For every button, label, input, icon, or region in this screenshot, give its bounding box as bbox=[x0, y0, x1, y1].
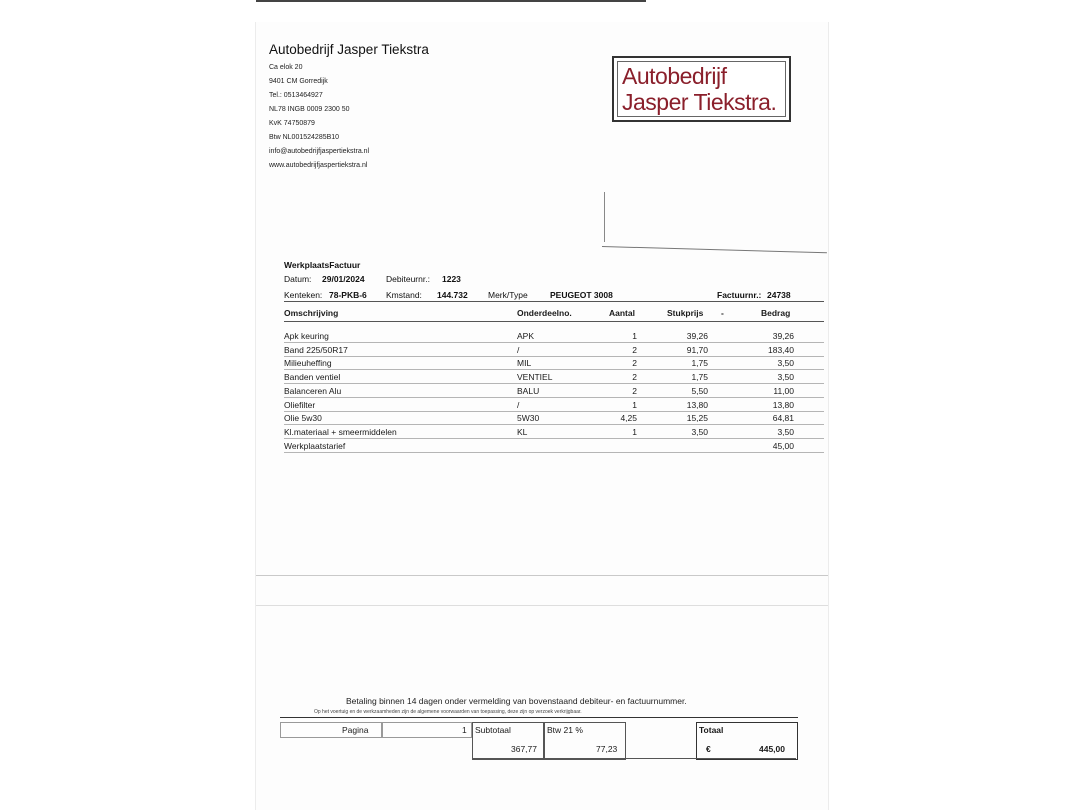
cell-stukprijs: 15,25 bbox=[686, 413, 708, 423]
cell-aantal: 1 bbox=[632, 400, 637, 410]
cell-stukprijs: 3,50 bbox=[691, 427, 708, 437]
invoice-title: WerkplaatsFactuur bbox=[284, 260, 361, 270]
cell-omschrijving: Olie 5w30 bbox=[284, 413, 322, 423]
cell-aantal: 1 bbox=[632, 331, 637, 341]
footer-bottom-rule bbox=[472, 758, 796, 759]
table-row bbox=[284, 411, 824, 412]
header-rule-top bbox=[284, 301, 824, 302]
cell-omschrijving: Balanceren Alu bbox=[284, 386, 342, 396]
pagina-value: 1 bbox=[462, 725, 467, 735]
cell-omschrijving: Werkplaatstarief bbox=[284, 441, 346, 451]
totaal-value: 445,00 bbox=[759, 744, 785, 754]
col-onderdeelno: Onderdeelno. bbox=[517, 308, 572, 318]
cell-bedrag: 13,80 bbox=[772, 400, 794, 410]
cell-stukprijs: 5,50 bbox=[691, 386, 708, 396]
table-row bbox=[284, 383, 824, 384]
cell-onderdeelno: BALU bbox=[517, 386, 540, 396]
header-rule-bottom bbox=[284, 321, 824, 322]
cell-onderdeelno: / bbox=[517, 345, 520, 355]
cell-bedrag: 39,26 bbox=[772, 331, 794, 341]
cell-onderdeelno: KL bbox=[517, 427, 528, 437]
cell-aantal: 4,25 bbox=[620, 413, 637, 423]
datum-label: Datum: bbox=[284, 274, 312, 284]
contact-line: Btw NL001524285B10 bbox=[269, 134, 340, 141]
scan-edge-line bbox=[256, 0, 646, 2]
scan-noise-line bbox=[256, 575, 828, 576]
cell-omschrijving: Apk keuring bbox=[284, 331, 329, 341]
cell-stukprijs: 13,80 bbox=[686, 400, 708, 410]
cell-stukprijs: 1,75 bbox=[691, 372, 708, 382]
contact-line: info@autobedrijfjaspertiekstra.nl bbox=[269, 148, 370, 155]
cell-aantal: 2 bbox=[632, 358, 637, 368]
cell-aantal: 2 bbox=[632, 345, 637, 355]
kenteken-value: 78-PKB-6 bbox=[329, 290, 367, 300]
cell-bedrag: 3,50 bbox=[777, 427, 794, 437]
cell-omschrijving: Band 225/50R17 bbox=[284, 345, 348, 355]
contact-line: Ca elok 20 bbox=[269, 64, 303, 71]
col-omschrijving: Omschrijving bbox=[284, 308, 339, 318]
btw-label: Btw 21 % bbox=[547, 725, 583, 735]
currency-symbol: € bbox=[706, 744, 711, 754]
footer-rule bbox=[280, 717, 798, 718]
factuurnr-value: 24738 bbox=[767, 290, 791, 300]
contact-line: www.autobedrijfjaspertiekstra.nl bbox=[269, 162, 368, 169]
company-name: Autobedrijf Jasper Tiekstra bbox=[269, 42, 429, 57]
cell-stukprijs: 1,75 bbox=[691, 358, 708, 368]
table-row bbox=[284, 342, 824, 343]
cell-bedrag: 183,40 bbox=[768, 345, 794, 355]
cell-bedrag: 11,00 bbox=[773, 386, 794, 396]
debiteur-value: 1223 bbox=[442, 274, 461, 284]
invoice-page bbox=[255, 22, 829, 810]
contact-line: Tel.: 0513464927 bbox=[269, 92, 323, 99]
table-row bbox=[284, 452, 824, 453]
cell-aantal: 2 bbox=[632, 386, 637, 396]
btw-value: 77,23 bbox=[596, 744, 618, 754]
company-logo bbox=[612, 56, 791, 122]
cell-omschrijving: Milieuheffing bbox=[284, 358, 332, 368]
col-aantal: Aantal bbox=[609, 308, 635, 318]
cell-onderdeelno: VENTIEL bbox=[517, 372, 553, 382]
kmstand-value: 144.732 bbox=[437, 290, 468, 300]
cell-omschrijving: Kl.materiaal + smeermiddelen bbox=[284, 427, 397, 437]
kmstand-label: Kmstand: bbox=[386, 290, 422, 300]
datum-value: 29/01/2024 bbox=[322, 274, 365, 284]
cell-onderdeelno: MIL bbox=[517, 358, 532, 368]
cell-onderdeelno: / bbox=[517, 400, 520, 410]
col-bedrag: Bedrag bbox=[761, 308, 791, 318]
col-dash: - bbox=[721, 308, 724, 318]
table-row bbox=[284, 356, 824, 357]
merk-label: Merk/Type bbox=[488, 290, 528, 300]
cell-bedrag: 3,50 bbox=[777, 358, 794, 368]
cell-omschrijving: Oliefilter bbox=[284, 400, 316, 410]
small-print: Op het voertuig en de werkzaamheden zijn de algemene voorwaarden van toepassing, deze zijn op verzoek verkrijgbaar. bbox=[314, 709, 582, 715]
kenteken-label: Kenteken: bbox=[284, 290, 323, 300]
cell-bedrag: 45,00 bbox=[772, 441, 794, 451]
contact-line: NL78 INGB 0009 2300 50 bbox=[269, 106, 350, 113]
logo-line-2: Jasper Tiekstra. bbox=[622, 89, 777, 115]
payment-note: Betaling binnen 14 dagen onder vermelding van bovenstaand debiteur- en factuurnummer. bbox=[346, 696, 687, 706]
pagina-label: Pagina bbox=[342, 725, 369, 735]
merk-value: PEUGEOT 3008 bbox=[550, 290, 613, 300]
scan-artifact-vertical bbox=[604, 192, 605, 242]
subtotaal-label: Subtotaal bbox=[475, 725, 511, 735]
table-row bbox=[284, 438, 824, 439]
cell-aantal: 2 bbox=[632, 372, 637, 382]
debiteur-label: Debiteurnr.: bbox=[386, 274, 430, 284]
subtotaal-value: 367,77 bbox=[511, 744, 537, 754]
scan-artifact-horizontal bbox=[602, 246, 827, 253]
cell-stukprijs: 39,26 bbox=[686, 331, 708, 341]
cell-omschrijving: Banden ventiel bbox=[284, 372, 341, 382]
cell-stukprijs: 91,70 bbox=[686, 345, 708, 355]
logo-line-1: Autobedrijf bbox=[622, 63, 727, 89]
contact-line: KvK 74750879 bbox=[269, 120, 315, 127]
table-row bbox=[284, 424, 824, 425]
table-row bbox=[284, 369, 824, 370]
col-stukprijs: Stukprijs bbox=[667, 308, 704, 318]
cell-onderdeelno: APK bbox=[517, 331, 535, 341]
cell-bedrag: 64,81 bbox=[772, 413, 794, 423]
totaal-label: Totaal bbox=[699, 725, 724, 735]
factuurnr-label: Factuurnr.: bbox=[717, 290, 762, 300]
cell-aantal: 1 bbox=[632, 427, 637, 437]
pagina-value-box bbox=[382, 722, 472, 738]
table-row bbox=[284, 397, 824, 398]
scan-noise-line bbox=[256, 605, 828, 606]
cell-bedrag: 3,50 bbox=[777, 372, 794, 382]
contact-line: 9401 CM Gorredijk bbox=[269, 78, 328, 85]
cell-onderdeelno: 5W30 bbox=[517, 413, 540, 423]
